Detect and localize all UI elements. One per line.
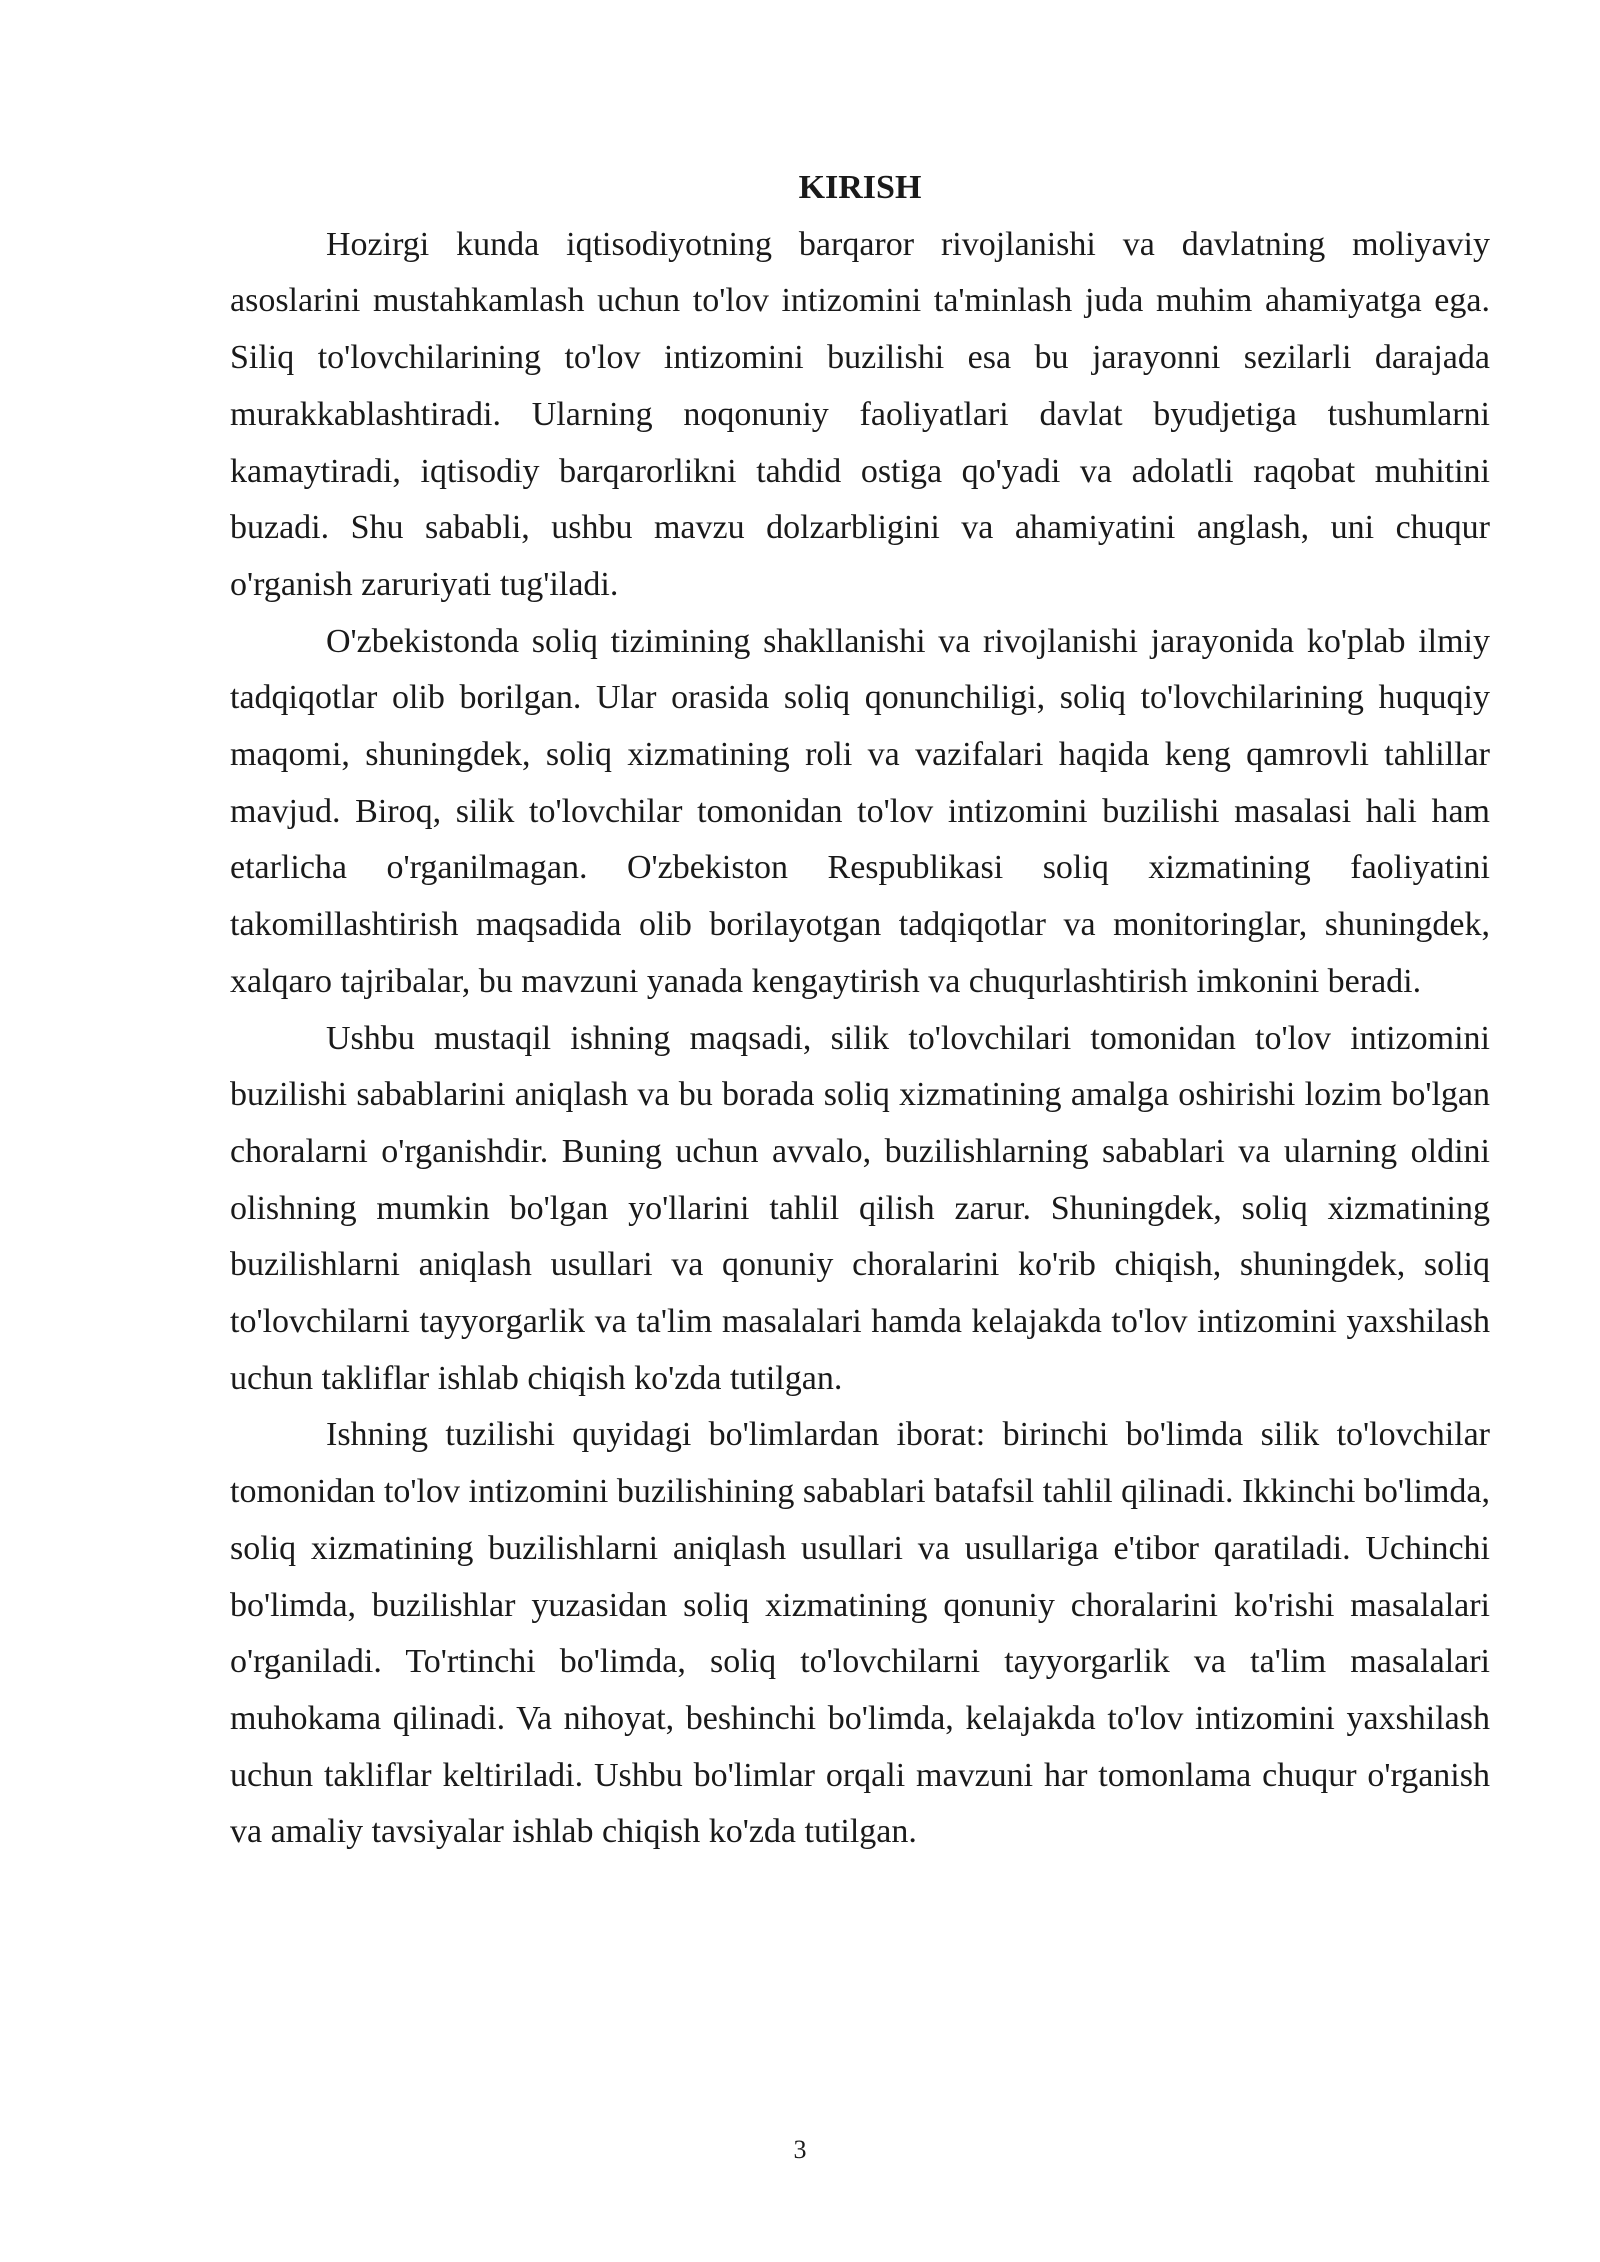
paragraph-2: O'zbekistonda soliq tizimining shakllanishi va rivojlanishi jarayonida ko'plab ilmiy tadqiqotlar olib borilgan. Ular orasida soliq qonunchiligi, soliq to'lovchilarining huquqiy maqomi, shuningdek, soliq xizmatining roli va vazifalari haqida keng qamrovli tahlillar mavjud. Biroq, silik to'lovchilar tomonidan to'lov intizomini buzilishi masalasi hali ham etarlicha o'rganilmagan. O'zbekiston Respublikasi soliq xizmatining faoliyatini takomillashtirish maqsadida olib borilayotgan tadqiqotlar va monitoringlar, shuningdek, xalqaro tajribalar, bu mavzuni yanada kengaytirish va chuqurlashtirish imkonini beradi. — [230, 622, 1490, 1000]
page-content — [230, 160, 1490, 1861]
paragraph-3: Ushbu mustaqil ishning maqsadi, silik to'lovchilari tomonidan to'lov intizomini buzilishi sabablarini aniqlash va bu borada soliq xizmatining amalga oshirishi lozim bo'lgan choralarni o'rganishdir. Buning uchun avvalo, buzilishlarning sabablari va ularning oldini olishning mumkin bo'lgan yo'llarini tahlil qilish zarur. Shuningdek, soliq xizmatining buzilishlarni aniqlash usullari va qonuniy choralarini ko'rib chiqish, shuningdek, soliq to'lovchilarni tayyorgarlik va ta'lim masalalari hamda kelajakda to'lov intizomini yaxshilash uchun takliflar ishlab chiqish ko'zda tutilgan. — [230, 1019, 1490, 1397]
page-number: 3 — [793, 2135, 807, 2164]
paragraph-1: Hozirgi kunda iqtisodiyotning barqaror rivojlanishi va davlatning moliyaviy asoslarini mustahkamlash uchun to'lov intizomini ta'minlash juda muhim ahamiyatga ega. Siliq to'lovchilarining to'lov intizomini buzilishi esa bu jarayonni sezilarli darajada murakkablashtiradi. Ularning noqonuniy faoliyatlari davlat byudjetiga tushumlarni kamaytiradi, iqtisodiy barqarorlikni tahdid ostiga qo'yadi va adolatli raqobat muhitini buzadi. Shu sababli, ushbu mavzu dolzarbligini va ahamiyatini anglash, uni chuqur o'rganish zaruriyati tug'iladi. — [230, 225, 1490, 603]
section-heading: KIRISH — [798, 169, 922, 206]
paragraph-4: Ishning tuzilishi quyidagi bo'limlardan iborat: birinchi bo'limda silik to'lovchilar tomonidan to'lov intizomini buzilishining sabablari batafsil tahlil qilinadi. Ikkinchi bo'limda, soliq xizmatining buzilishlarni aniqlash usullari va usullariga e'tibor qaratiladi. Uchinchi bo'limda, buzilishlar yuzasidan soliq xizmatining qonuniy choralarini ko'rishi masalalari o'rganiladi. To'rtinchi bo'limda, soliq to'lovchilarni tayyorgarlik va ta'lim masalalari muhokama qilinadi. Va nihoyat, beshinchi bo'limda, kelajakda to'lov intizomini yaxshilash uchun takliflar keltiriladi. Ushbu bo'limlar orqali mavzuni har tomonlama chuqur o'rganish va amaliy tavsiyalar ishlab chiqish ko'zda tutilgan. — [230, 1416, 1490, 1851]
